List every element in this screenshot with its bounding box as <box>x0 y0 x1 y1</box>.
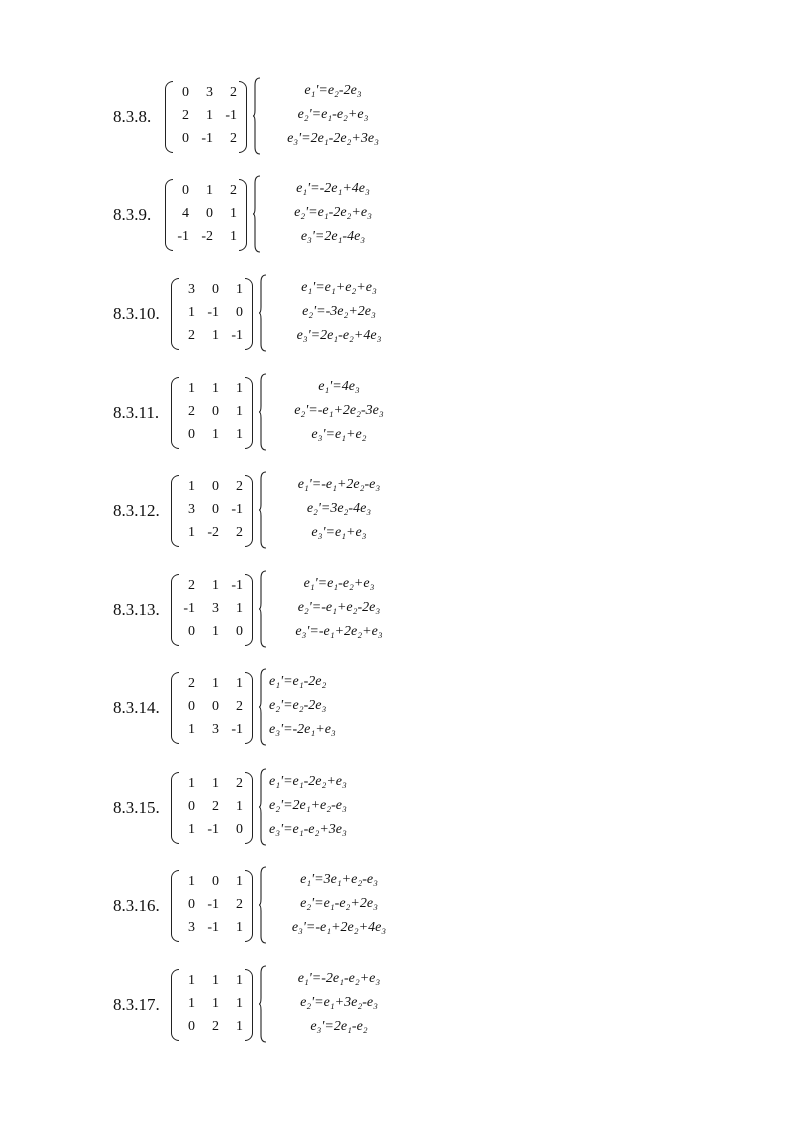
matrix-cell: -1 <box>225 108 237 123</box>
matrix-cell: 2 <box>230 131 237 146</box>
matrix-cell: 1 <box>236 282 243 297</box>
matrix-cell: 3 <box>188 502 195 517</box>
equation: e₁'=e₁-e₂+e₃ <box>303 576 375 591</box>
matrix-row <box>171 818 253 842</box>
problem-15 <box>113 766 413 850</box>
matrix-row <box>165 225 247 249</box>
basis-equations <box>269 868 409 942</box>
system-brace <box>259 866 267 944</box>
matrix-cell: 1 <box>188 776 195 791</box>
matrix-cell: 1 <box>236 676 243 691</box>
equation: e₁'=e₂-2e₃ <box>304 83 362 98</box>
equation: e₁'=-e₁+2e₂-e₃ <box>297 477 381 492</box>
matrix-row <box>165 104 247 128</box>
matrix-row <box>171 278 253 302</box>
matrix-row <box>171 695 253 719</box>
matrix-row <box>171 893 253 917</box>
matrix-cell: 1 <box>188 525 195 540</box>
equation: e₃'=-2e₁+e₃ <box>269 722 336 737</box>
matrix-cell: 1 <box>212 328 219 343</box>
matrix-cell: 2 <box>188 404 195 419</box>
equation: e₃'=e₁+e₂ <box>311 427 367 442</box>
equation: e₂'=-e₁+2e₂-3e₃ <box>294 403 384 418</box>
matrix-cell: 1 <box>236 1019 243 1034</box>
problem-12 <box>113 469 413 553</box>
system-brace <box>259 274 267 352</box>
matrix-cell: 2 <box>212 1019 219 1034</box>
system-brace <box>259 373 267 451</box>
matrix <box>171 969 253 1041</box>
matrix-cell: 1 <box>188 822 195 837</box>
matrix-row <box>171 1015 253 1039</box>
matrix-cell: 3 <box>188 920 195 935</box>
matrix-cell: 1 <box>236 996 243 1011</box>
matrix-cell: -1 <box>207 920 219 935</box>
matrix-cell: 0 <box>182 131 189 146</box>
matrix-cell: 2 <box>236 699 243 714</box>
matrix-cell: 1 <box>212 381 219 396</box>
matrix-cell: 2 <box>182 108 189 123</box>
basis-equations <box>269 276 409 350</box>
matrix-cell: 1 <box>212 776 219 791</box>
matrix-cell: 2 <box>236 525 243 540</box>
problem-13 <box>113 568 413 652</box>
matrix-cell: 0 <box>236 305 243 320</box>
matrix-cell: 1 <box>236 920 243 935</box>
matrix-cell: -1 <box>231 578 243 593</box>
matrix-cell: -1 <box>177 229 189 244</box>
matrix <box>171 278 253 350</box>
problem-8 <box>113 75 413 159</box>
equation: e₂'=3e₂-4e₃ <box>306 501 372 516</box>
matrix <box>171 574 253 646</box>
matrix-cell: 1 <box>188 479 195 494</box>
equation: e₃'=-e₁+2e₂+e₃ <box>295 624 383 639</box>
matrix-cell: 0 <box>188 799 195 814</box>
matrix-row <box>171 423 253 447</box>
equation: e₃'=2e₁-e₂+4e₃ <box>296 328 382 343</box>
basis-equations <box>269 375 409 449</box>
matrix-row <box>171 324 253 348</box>
matrix-cell: 0 <box>182 183 189 198</box>
matrix <box>165 81 247 153</box>
matrix-cell: 0 <box>188 699 195 714</box>
equation: e₃'=2e₁-4e₃ <box>300 229 366 244</box>
matrix <box>171 377 253 449</box>
matrix-row <box>171 718 253 742</box>
system-brace <box>259 965 267 1043</box>
matrix-cell: 1 <box>188 722 195 737</box>
matrix-cell: 0 <box>188 897 195 912</box>
equation: e₂'=-e₁+e₂-2e₃ <box>297 600 381 615</box>
matrix-cell: 1 <box>236 601 243 616</box>
matrix-cell: -1 <box>207 897 219 912</box>
equation: e₁'=-2e₁+4e₃ <box>296 181 370 196</box>
matrix-row <box>165 81 247 105</box>
matrix <box>165 179 247 251</box>
equation: e₂'=e₁-e₂+e₃ <box>297 107 369 122</box>
system-brace <box>259 768 267 846</box>
equation: e₂'=2e₁+e₂-e₃ <box>269 798 347 813</box>
matrix-row <box>171 672 253 696</box>
matrix-cell: -1 <box>183 601 195 616</box>
matrix-cell: 1 <box>188 874 195 889</box>
matrix <box>171 870 253 942</box>
matrix-cell: 2 <box>212 799 219 814</box>
matrix-row <box>171 498 253 522</box>
matrix-cell: 1 <box>230 206 237 221</box>
matrix-row <box>165 127 247 151</box>
matrix-row <box>171 400 253 424</box>
system-brace <box>259 570 267 648</box>
problem-10 <box>113 272 413 356</box>
matrix-cell: 2 <box>188 578 195 593</box>
matrix-cell: 1 <box>230 229 237 244</box>
matrix-cell: 0 <box>212 282 219 297</box>
matrix-cell: 1 <box>212 578 219 593</box>
matrix-cell: 2 <box>236 776 243 791</box>
basis-equations <box>269 572 409 646</box>
problem-number: 8.3.16. <box>113 896 160 915</box>
problem-17 <box>113 963 413 1047</box>
matrix-cell: -1 <box>207 305 219 320</box>
matrix-cell: 2 <box>188 328 195 343</box>
matrix-cell: 2 <box>230 85 237 100</box>
matrix-cell: 0 <box>212 874 219 889</box>
basis-equations <box>269 770 409 844</box>
matrix-row <box>171 475 253 499</box>
basis-equations <box>269 670 409 744</box>
equation: e₃'=e₁-e₂+3e₃ <box>269 822 347 837</box>
system-brace <box>259 668 267 746</box>
equation: e₂'=e₂-2e₃ <box>269 698 327 713</box>
basis-equations <box>269 473 409 547</box>
matrix-cell: 1 <box>212 973 219 988</box>
matrix-cell: 1 <box>212 676 219 691</box>
system-brace <box>253 77 261 155</box>
matrix-cell: -1 <box>207 822 219 837</box>
matrix-row <box>171 916 253 940</box>
matrix-cell: 1 <box>212 996 219 1011</box>
matrix-row <box>171 574 253 598</box>
problem-14 <box>113 666 413 750</box>
matrix-cell: 4 <box>182 206 189 221</box>
matrix-cell: 1 <box>188 381 195 396</box>
matrix-cell: 2 <box>236 479 243 494</box>
matrix-cell: 1 <box>206 108 213 123</box>
matrix-cell: 2 <box>236 897 243 912</box>
matrix-cell: -1 <box>231 328 243 343</box>
matrix-cell: -1 <box>231 502 243 517</box>
matrix-cell: 1 <box>236 427 243 442</box>
matrix-cell: 0 <box>182 85 189 100</box>
problem-number: 8.3.17. <box>113 995 160 1014</box>
equation: e₃'=2e₁-2e₂+3e₃ <box>287 131 379 146</box>
matrix-cell: 0 <box>206 206 213 221</box>
equation: e₁'=4e₃ <box>318 379 360 394</box>
matrix-row <box>171 772 253 796</box>
matrix-cell: -2 <box>207 525 219 540</box>
problem-16 <box>113 864 413 948</box>
matrix-cell: 0 <box>212 404 219 419</box>
matrix-cell: 1 <box>236 799 243 814</box>
matrix-cell: 3 <box>188 282 195 297</box>
problem-number: 8.3.11. <box>113 403 160 422</box>
matrix-row <box>171 521 253 545</box>
equation: e₃'=e₁+e₃ <box>311 525 367 540</box>
equation: e₂'=-3e₂+2e₃ <box>302 304 376 319</box>
equation: e₁'=e₁-2e₂+e₃ <box>269 774 347 789</box>
problem-number: 8.3.14. <box>113 698 160 717</box>
equation: e₃'=2e₁-e₂ <box>310 1019 368 1034</box>
matrix-cell: 1 <box>188 996 195 1011</box>
equation: e₃'=-e₁+2e₂+4e₃ <box>291 920 387 935</box>
matrix-cell: -2 <box>201 229 213 244</box>
problem-9 <box>113 173 413 257</box>
matrix-cell: 2 <box>230 183 237 198</box>
basis-equations <box>263 79 403 153</box>
matrix-row <box>171 870 253 894</box>
matrix-cell: 0 <box>212 699 219 714</box>
basis-equations <box>269 967 409 1041</box>
matrix-row <box>165 179 247 203</box>
matrix-row <box>171 969 253 993</box>
matrix-row <box>171 301 253 325</box>
matrix-cell: 1 <box>188 973 195 988</box>
problem-number: 8.3.9. <box>113 205 152 224</box>
matrix-cell: 1 <box>212 427 219 442</box>
matrix-cell: 0 <box>188 427 195 442</box>
matrix-cell: 3 <box>212 601 219 616</box>
equation: e₂'=e₁-2e₂+e₃ <box>294 205 372 220</box>
matrix-cell: 0 <box>236 822 243 837</box>
matrix-row <box>171 377 253 401</box>
matrix <box>171 475 253 547</box>
matrix-cell: -1 <box>231 722 243 737</box>
matrix-cell: 0 <box>236 624 243 639</box>
matrix-row <box>171 992 253 1016</box>
matrix-cell: 0 <box>188 624 195 639</box>
equation: e₁'=e₁-2e₂ <box>269 674 327 689</box>
problem-number: 8.3.13. <box>113 600 160 619</box>
matrix-cell: 0 <box>212 479 219 494</box>
matrix <box>171 772 253 844</box>
matrix-cell: 0 <box>188 1019 195 1034</box>
matrix-row <box>171 795 253 819</box>
problem-number: 8.3.15. <box>113 798 160 817</box>
matrix-cell: 1 <box>236 874 243 889</box>
matrix-cell: 2 <box>188 676 195 691</box>
matrix-cell: 1 <box>206 183 213 198</box>
matrix-cell: 1 <box>236 381 243 396</box>
equation: e₂'=e₁+3e₂-e₃ <box>300 995 378 1010</box>
matrix-cell: -1 <box>201 131 213 146</box>
matrix-cell: 3 <box>206 85 213 100</box>
matrix-cell: 1 <box>212 624 219 639</box>
matrix <box>171 672 253 744</box>
equation: e₂'=e₁-e₂+2e₃ <box>300 896 378 911</box>
matrix-cell: 1 <box>236 404 243 419</box>
matrix-cell: 1 <box>236 973 243 988</box>
problem-number: 8.3.12. <box>113 501 160 520</box>
system-brace <box>259 471 267 549</box>
matrix-cell: 0 <box>212 502 219 517</box>
matrix-row <box>171 620 253 644</box>
problem-number: 8.3.10. <box>113 304 160 323</box>
equation: e₁'=3e₁+e₂-e₃ <box>300 872 378 887</box>
matrix-cell: 1 <box>188 305 195 320</box>
problem-11 <box>113 371 413 455</box>
matrix-row <box>171 597 253 621</box>
matrix-cell: 3 <box>212 722 219 737</box>
problem-number: 8.3.8. <box>113 107 152 126</box>
basis-equations <box>263 177 403 251</box>
system-brace <box>253 175 261 253</box>
equation: e₁'=e₁+e₂+e₃ <box>301 280 377 295</box>
matrix-row <box>165 202 247 226</box>
equation: e₁'=-2e₁-e₂+e₃ <box>297 971 381 986</box>
